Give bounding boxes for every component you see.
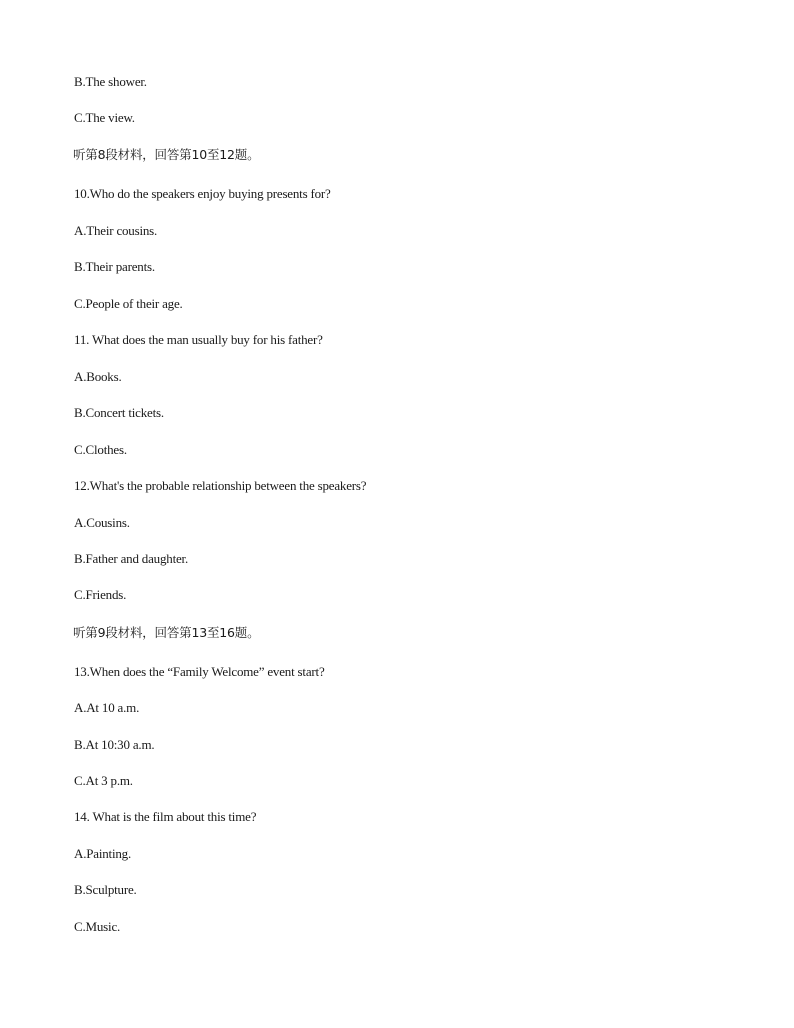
q10-option-b: B.Their parents. (74, 259, 155, 274)
question-10: 10.Who do the speakers enjoy buying presents for? (74, 186, 331, 201)
section-heading-material-8: 听第8段材料，回答第10至12题。 (73, 147, 260, 162)
q11-option-c: C.Clothes. (74, 442, 127, 457)
q12-option-a: A.Cousins. (74, 515, 130, 530)
q11-option-b: B.Concert tickets. (74, 405, 164, 420)
q12-option-b: B.Father and daughter. (74, 551, 189, 566)
q13-option-c: C.At 3 p.m. (74, 773, 133, 788)
q10-option-a: A.Their cousins. (74, 223, 158, 238)
question-11: 11. What does the man usually buy for his father? (74, 332, 323, 347)
question-14: 14. What is the film about this time? (74, 809, 257, 824)
q12-option-c: C.Friends. (74, 587, 127, 602)
q14-option-c: C.Music. (74, 919, 121, 934)
option-c-view: C.The view. (74, 110, 135, 125)
option-b-shower: B.The shower. (74, 74, 147, 89)
question-12: 12.What's the probable relationship between the speakers? (74, 478, 367, 493)
section-heading-material-9: 听第9段材料，回答第13至16题。 (73, 625, 260, 640)
q13-option-b: B.At 10:30 a.m. (74, 737, 155, 752)
question-13: 13.When does the “Family Welcome” event start? (74, 664, 325, 679)
q14-option-b: B.Sculpture. (74, 882, 137, 897)
q14-option-a: A.Painting. (74, 846, 132, 861)
q13-option-a: A.At 10 a.m. (74, 700, 140, 715)
q11-option-a: A.Books. (74, 369, 122, 384)
q10-option-c: C.People of their age. (74, 296, 183, 311)
